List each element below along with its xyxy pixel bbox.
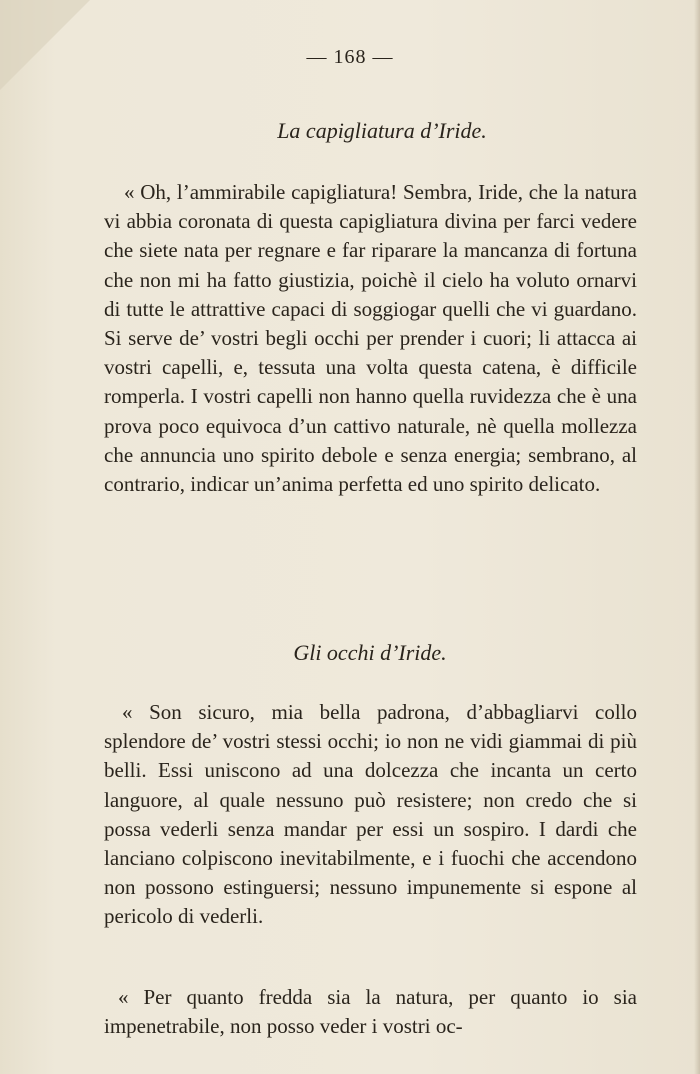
paragraph-occhi-1: « Son sicuro, mia bella padrona, d’abbagliarvi collo splendore de’ vostri stessi occhi; io non ne vidi giammai di più belli. Essi uniscono ad una dolcezza che incanta un certo languore, al quale nessuno può resistere; non credo che si possa vederli senza mandar per essi un sospiro. I dardi che lanciano colpiscono inevitabilmente, e i fuochi che accendono non possono estinguersi; nessuno impunemente si espone al pericolo di vederli. <box>104 700 637 929</box>
paragraph-capigliatura: « Oh, l’ammirabile capigliatura! Sembra, Iride, che la natura vi abbia coronata di questa capigliatura divina per farci vedere che siete nata per regnare e far riparare la mancanza di fortuna che non mi ha fatto giustizia, poichè il cielo ha voluto ornarvi di tutte le attrattive capaci di soggiogar quelli che vi guardano. Si serve de’ vostri begli occhi per prender i cuori; li attacca ai vostri capelli, e, tessuta una volta questa catena, è difficile romperla. I vostri capelli non hanno quella ruvidezza che è una prova poco equivoca d’un cattivo naturale, nè quella mollezza che annuncia uno spirito debole e senza energia; sembrano, al contrario, indicar un’anima perfetta ed uno spirito delicato. <box>104 180 637 497</box>
section-title-capigliatura: La capigliatura d’Iride. <box>277 118 487 143</box>
section-title-occhi: Gli occhi d’Iride. <box>293 640 447 665</box>
page-number: — 168 — <box>306 46 394 68</box>
paragraph-occhi-2: « Per quanto fredda sia la natura, per quanto io sia impenetrabile, non posso veder i vostri oc- <box>104 985 637 1039</box>
page-corner-shading <box>0 0 90 90</box>
page-edge-shadow <box>694 0 700 1074</box>
